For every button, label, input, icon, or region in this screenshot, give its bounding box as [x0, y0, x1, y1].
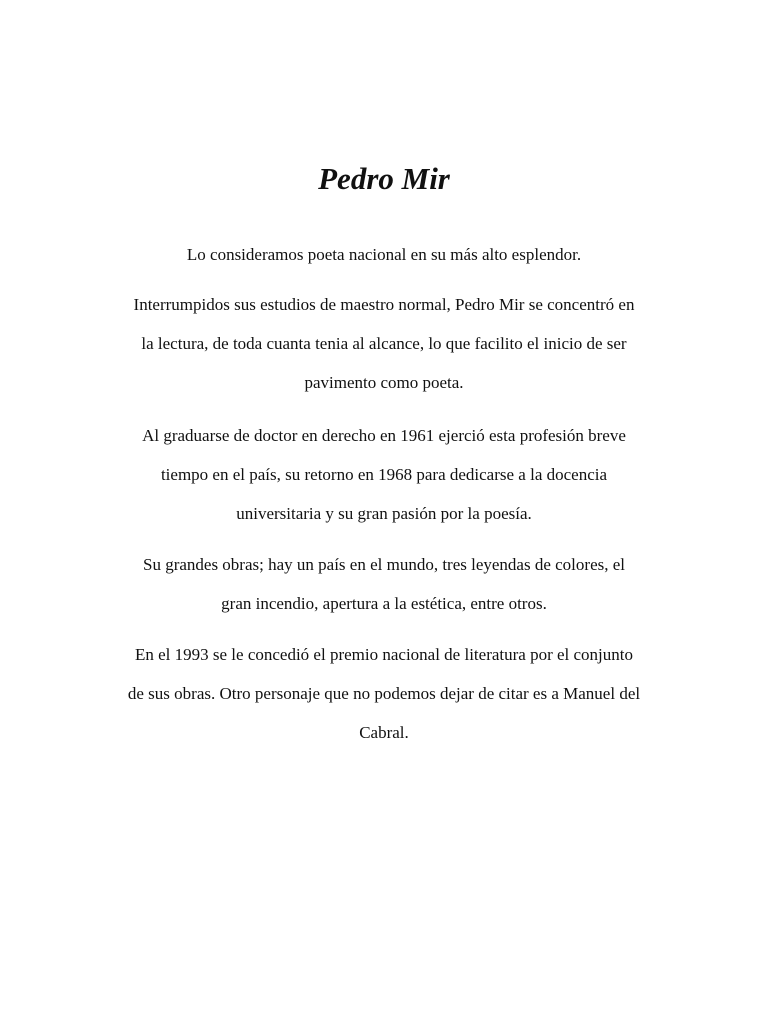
paragraph-line: En el 1993 se le concedió el premio nacional de literatura por el conjunto [134, 645, 633, 664]
paragraph-line: universitaria y su gran pasión por la poesía. [236, 504, 532, 523]
paragraph-line: Al graduarse de doctor en derecho en 1961 ejerció esta profesión breve [142, 426, 626, 445]
paragraph-line: tiempo en el país, su retorno en 1968 para dedicarse a la docencia [160, 465, 608, 484]
paragraph-line: pavimento como poeta. [304, 373, 464, 392]
paragraph-line: de sus obras. Otro personaje que no podemos dejar de citar es a Manuel del [127, 684, 641, 703]
paragraph-line: Cabral. [359, 723, 409, 742]
paragraph-line: Lo consideramos poeta nacional en su más alto esplendor. [186, 245, 582, 264]
paragraph-line: Su grandes obras; hay un país en el mundo, tres leyendas de colores, el [142, 555, 625, 574]
paragraph-award [0, 645, 768, 743]
paragraph-studies [0, 295, 768, 393]
page-title: Pedro Mir [318, 161, 450, 196]
paragraph-line: gran incendio, apertura a la estética, entre otros. [221, 594, 547, 613]
paragraph-line: Interrumpidos sus estudios de maestro normal, Pedro Mir se concentró en [133, 295, 635, 314]
paragraph-line: la lectura, de toda cuanta tenia al alcance, lo que facilito el inicio de ser [141, 334, 627, 353]
paragraph-intro [0, 245, 768, 265]
paragraph-works [0, 555, 768, 614]
paragraph-career [0, 426, 768, 524]
